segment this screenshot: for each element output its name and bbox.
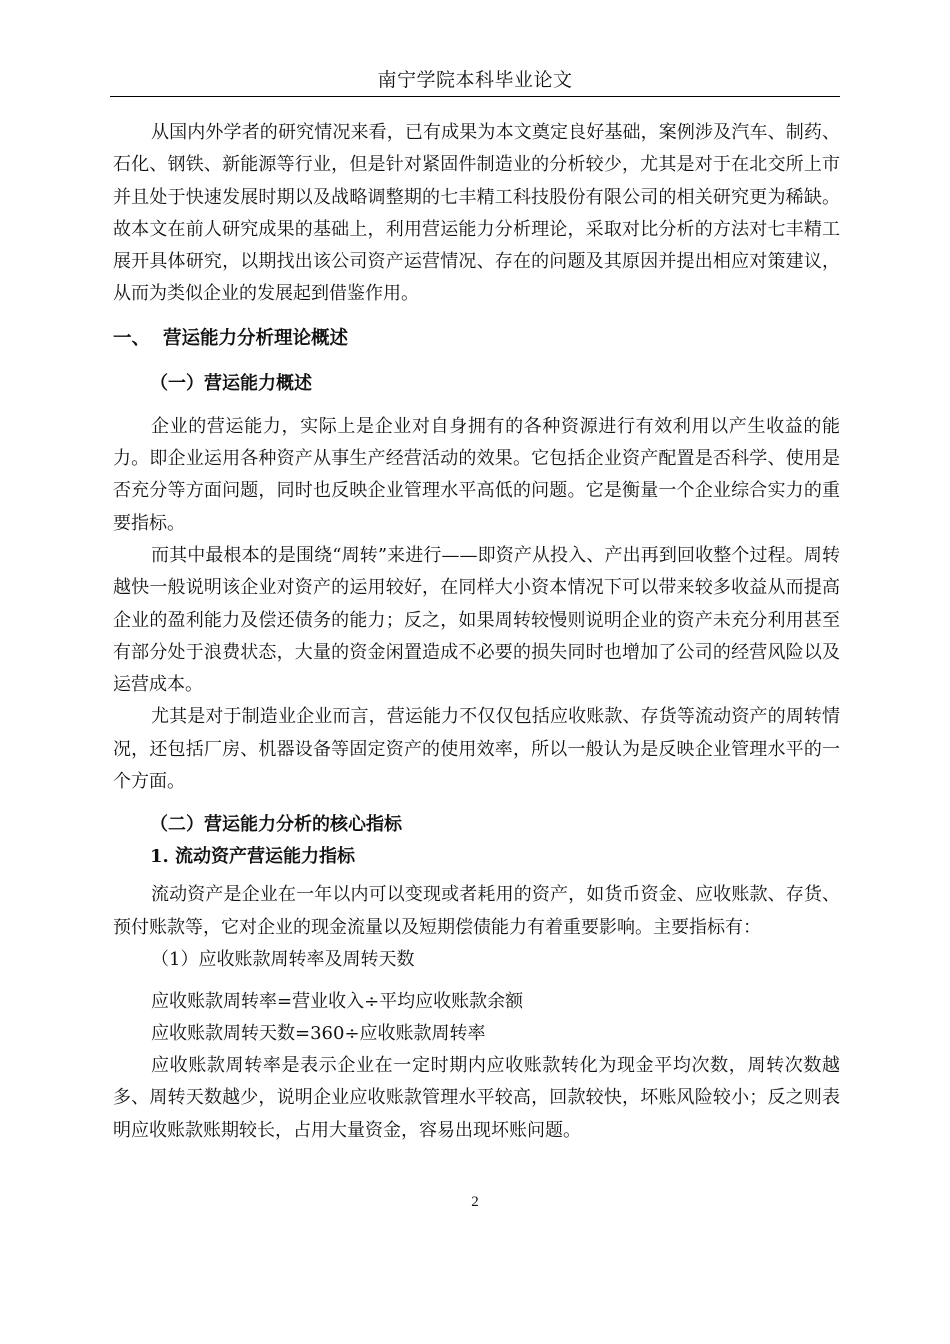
formula-turnover-rate: 应收账款周转率=营业收入÷平均应收账款余额 xyxy=(151,990,524,1012)
subsubsection-heading: 1. 流动资产营运能力指标 xyxy=(150,846,356,868)
paragraph-literature-summary: 从国内外学者的研究情况来看，已有成果为本文奠定良好基础，案例涉及汽车、制药、石化、钢铁、新能源等行业，但是针对紧固件制造业的分析较少，尤其是对于在北交所上市并且处于快速发展时期以及战略调整期的七丰精工科技股份有限公司的相关研究更为稀缺。故本文在前人研究成果的基础上，利用营运能力分析理论，采取对比分析的方法对七丰精工展开具体研究，以期找出该公司资产运营情况、存在的问题及其原因并提出相应对策建议，从而为类似企业的发展起到借鉴作用。 xyxy=(113,122,840,305)
header-rule xyxy=(110,96,840,97)
section-number: 一、 xyxy=(113,327,151,349)
formula-turnover-days: 应收账款周转天数=360÷应收账款周转率 xyxy=(151,1022,486,1044)
subsection-heading-2: （二）营运能力分析的核心指标 xyxy=(150,814,402,836)
body-text xyxy=(113,117,840,1147)
paragraph-operating-capability: 企业的营运能力，实际上是企业对自身拥有的各种资源进行有效利用以产生收益的能力。即企业运用各种资产从事生产经营活动的效果。它包括企业资产配置是否科学、使用是否充分等方面问题，同时也反映企业管理水平高低的问题。它是衡量一个企业综合实力的重要指标。 xyxy=(113,415,840,534)
paragraph-current-assets: 流动资产是企业在一年以内可以变现或者耗用的资产，如货币资金、应收账款、存货、预付账款等，它对企业的现金流量以及短期偿债能力有着重要影响。主要指标有： xyxy=(113,884,840,938)
paragraph-manufacturing: 尤其是对于制造业企业而言，营运能力不仅仅包括应收账款、存货等流动资产的周转情况，还包括厂房、机器设备等固定资产的使用效率，所以一般认为是反映企业管理水平的一个方面。 xyxy=(113,706,840,793)
page-number: 2 xyxy=(471,1194,479,1210)
paragraph-receivables-explanation: 应收账款周转率是表示企业在一定时期内应收账款转化为现金平均次数，周转次数越多、周转天数越少，说明企业应收账款管理水平较高，回款较快，坏账风险较小；反之则表明应收账款账期较长，占用大量资金，容易出现坏账问题。 xyxy=(113,1054,840,1141)
section-title: 营运能力分析理论概述 xyxy=(163,327,349,349)
section-heading xyxy=(113,323,840,355)
subsection-heading-1: （一）营运能力概述 xyxy=(150,372,312,394)
list-item-receivables: （1）应收账款周转率及周转天数 xyxy=(151,948,415,970)
running-header: 南宁学院本科毕业论文 xyxy=(377,69,573,91)
paragraph-turnover: 而其中最根本的是围绕“周转”来进行——即资产从投入、产出再到回收整个过程。周转越快一般说明该企业对资产的运用较好，在同样大小资本情况下可以带来较多收益从而提高企业的盈利能力及偿还债务的能力；反之，如果周转较慢则说明企业的资产未充分利用甚至有部分处于浪费状态，大量的资金闲置造成不必要的损失同时也增加了公司的经营风险以及运营成本。 xyxy=(113,544,840,696)
